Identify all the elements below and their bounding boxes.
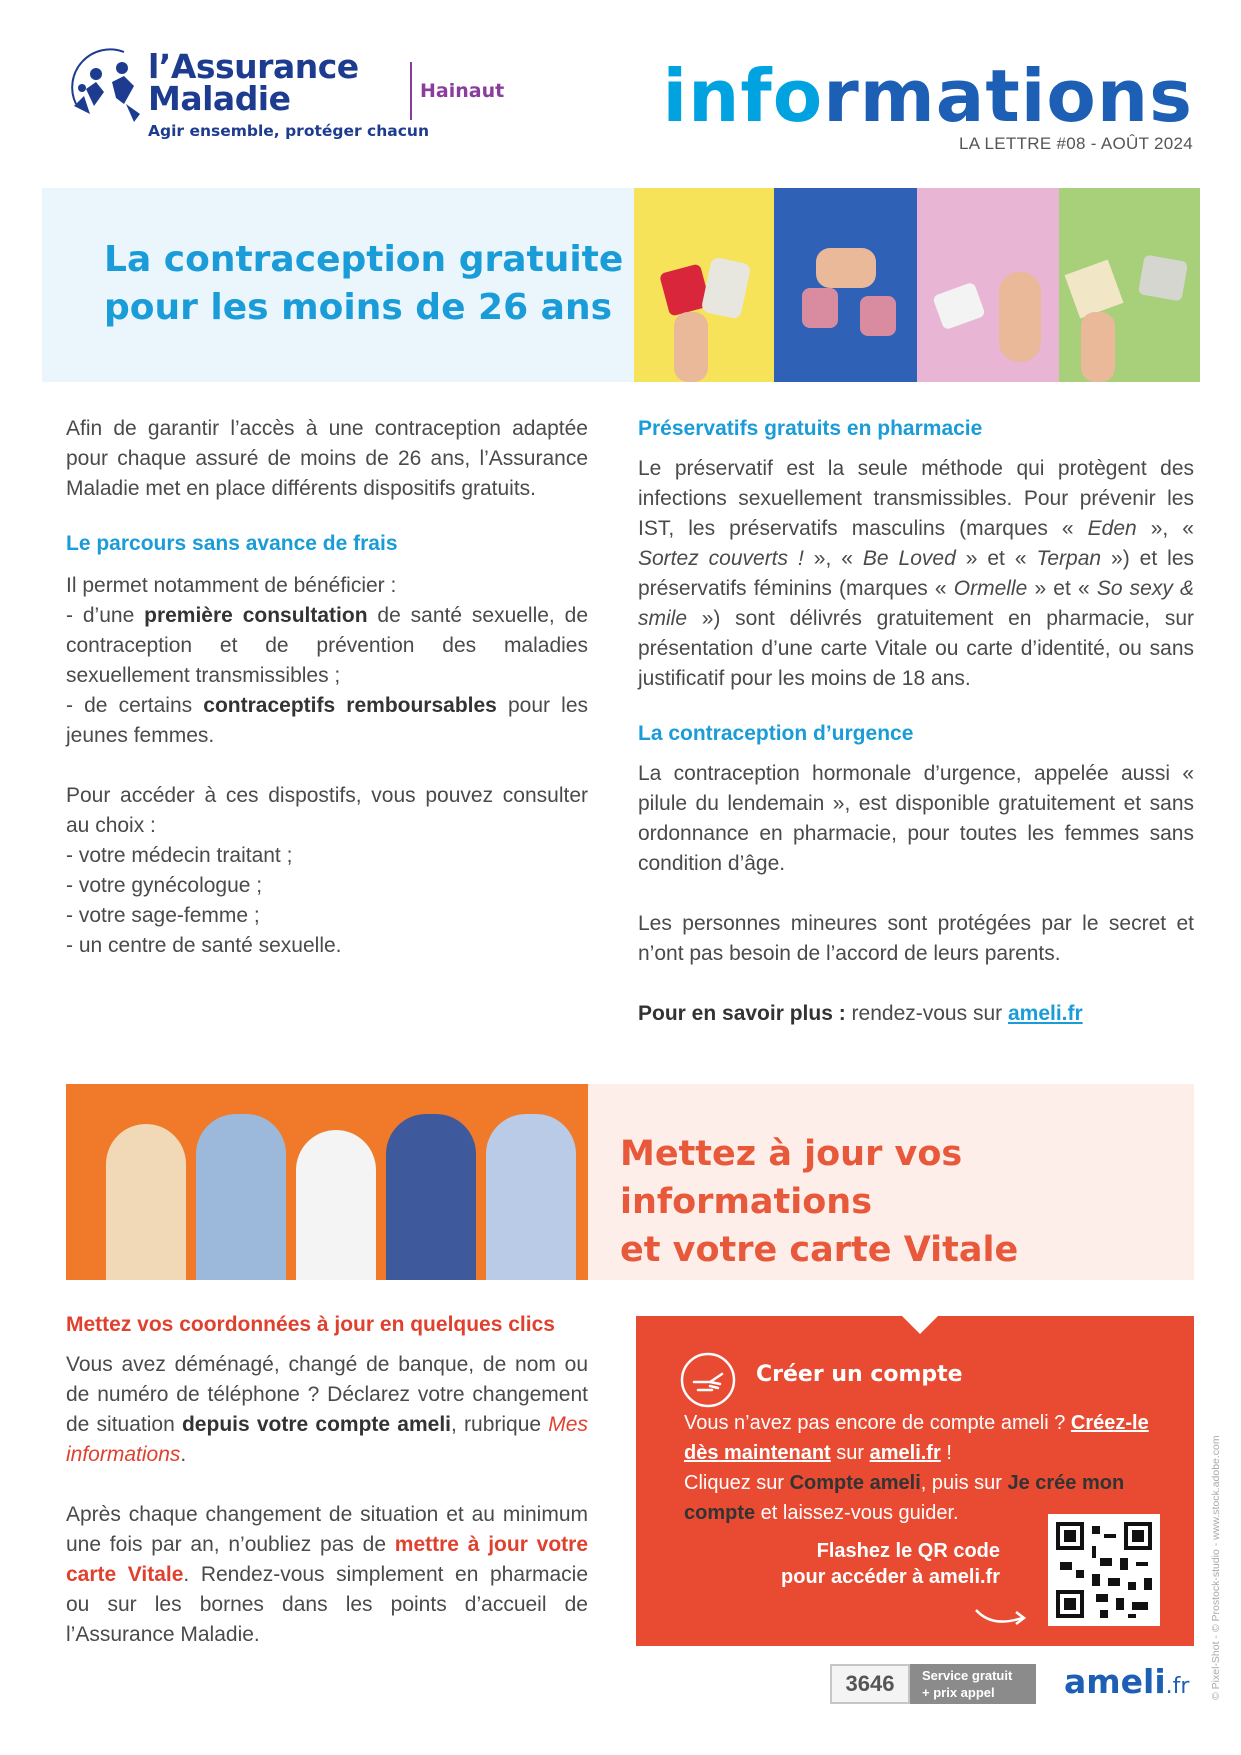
title-part1: info (662, 54, 824, 138)
photo-yellow (634, 188, 774, 382)
pointing-hand-icon (680, 1352, 736, 1408)
qr-caption: Flashez le QR code pour accéder à ameli.fr (781, 1540, 1000, 1588)
curved-arrow-icon (972, 1602, 1032, 1632)
urgence-paragraph: La contraception hormonale d’urgence, appelée aussi « pilule du lendemain », est disponible gratuitement et sans ordonnance en pharmacie, pour toutes les femmes sans condition d’âge. (638, 762, 1194, 875)
access-item: - votre médecin traitant ; (66, 844, 293, 867)
phone-badge[interactable] (830, 1664, 1036, 1704)
contraception-photo-strip (634, 188, 1200, 382)
section1-right-column (638, 414, 1194, 1029)
issue-label: LA LETTRE #08 - AOÛT 2024 (959, 134, 1193, 153)
minors-paragraph: Les personnes mineures sont protégées par le secret et n’ont pas besoin de l’accord de leurs parents. (638, 912, 1194, 965)
section2-left-column (66, 1310, 588, 1650)
section2-banner (588, 1084, 1194, 1280)
photo-blue (774, 188, 917, 382)
photo-pink (917, 188, 1059, 382)
photo-green (1059, 188, 1200, 382)
region-label: Hainaut (420, 80, 505, 102)
young-people-photo (66, 1084, 588, 1280)
access-item: - votre sage-femme ; (66, 904, 260, 927)
box-notch (902, 1316, 938, 1334)
logo-tagline: Agir ensemble, protéger chacun (148, 122, 429, 140)
logo (64, 38, 429, 148)
parcours-item-1: - d’une première consultation de santé sexuelle, de contraception et de prévention des maladies sexuellement transmissibles ; (66, 604, 588, 687)
more-info-line: Pour en savoir plus : rendez-vous sur ameli.fr (638, 1002, 1083, 1025)
access-item: - un centre de santé sexuelle. (66, 934, 342, 957)
logo-line1: l’Assurance (148, 47, 359, 86)
qr-code[interactable] (1048, 1514, 1160, 1626)
logo-line2: Maladie (148, 79, 291, 118)
subheading-urgence: La contraception d’urgence (638, 722, 914, 745)
subheading-coordonnees: Mettez vos coordonnées à jour en quelques clics (66, 1313, 555, 1336)
title-part2: rmations (823, 54, 1193, 138)
section1-left-column (66, 414, 588, 961)
section1-intro: Afin de garantir l’accès à une contraception adaptée pour chaque assuré de moins de 26 ans, l’Assurance Maladie met en place différents dispositifs gratuits. (66, 417, 588, 500)
create-account-box (636, 1316, 1194, 1646)
section1-banner (42, 188, 634, 382)
box-title: Créer un compte (756, 1362, 963, 1387)
logo-figures-icon (64, 44, 154, 134)
box-ameli-link[interactable]: ameli.fr (869, 1442, 941, 1464)
subheading-preservatifs: Préservatifs gratuits en pharmacie (638, 417, 983, 440)
phone-number: 3646 (830, 1664, 910, 1704)
coordonnees-paragraph: Vous avez déménagé, changé de banque, de nom ou de numéro de téléphone ? Déclarez votre changement de situation depuis votre compte ameli, rubrique Mes informations. (66, 1353, 588, 1466)
subheading-parcours: Le parcours sans avance de frais (66, 532, 398, 555)
newsletter-title (662, 54, 1193, 138)
section2-title-line1: Mettez à jour vos informations (620, 1134, 963, 1222)
access-item: - votre gynécologue ; (66, 874, 263, 897)
ameli-brand[interactable]: ameli.fr (1064, 1662, 1190, 1701)
ameli-link[interactable]: ameli.fr (1007, 1002, 1083, 1025)
box-text: Vous n’avez pas encore de compte ameli ? Créez-le dès maintenant sur ameli.fr ! Cliquez sur Compte ameli, puis sur Je crée mon compte et laissez-vous guider. (684, 1412, 1149, 1524)
section2-title-line2: et votre carte Vitale (620, 1230, 1019, 1270)
parcours-item-2: - de certains contraceptifs remboursables pour les jeunes femmes. (66, 694, 589, 747)
vitale-paragraph: Après chaque changement de situation et au minimum une fois par an, n’oubliez pas de mettre à jour votre carte Vitale. Rendez-vous simplement en pharmacie ou sur les bornes dans les points d’accueil de l’Assurance Maladie. (66, 1503, 589, 1646)
photo-credit: © Pixel-Shot - © Prostock-studio - www.stock.adobe.com (1210, 1435, 1222, 1700)
access-intro: Pour accéder à ces dispostifs, vous pouvez consulter au choix : (66, 784, 588, 837)
parcours-intro: Il permet notamment de bénéficier : (66, 574, 397, 597)
section1-title-line2: pour les moins de 26 ans (104, 287, 613, 328)
header-divider (410, 62, 412, 120)
section1-title-line1: La contraception gratuite (104, 239, 624, 280)
create-account-link[interactable]: Créez-le dès maintenant (684, 1412, 1149, 1464)
preservatifs-paragraph: Le préservatif est la seule méthode qui protègent des infections sexuellement transmissibles. Pour prévenir les IST, les préservatifs masculins (marques « Eden », « Sortez couverts ! », « Be Loved » et « Terpan ») et les préservatifs féminins (marques « Ormelle » et « So sexy & smile ») sont délivrés gratuitement en pharmacie, sur présentation d’une carte Vitale ou carte d’identité, ou sans justificatif pour les moins de 18 ans. (638, 457, 1195, 690)
phone-note: Service gratuit + prix appel (910, 1664, 1036, 1704)
